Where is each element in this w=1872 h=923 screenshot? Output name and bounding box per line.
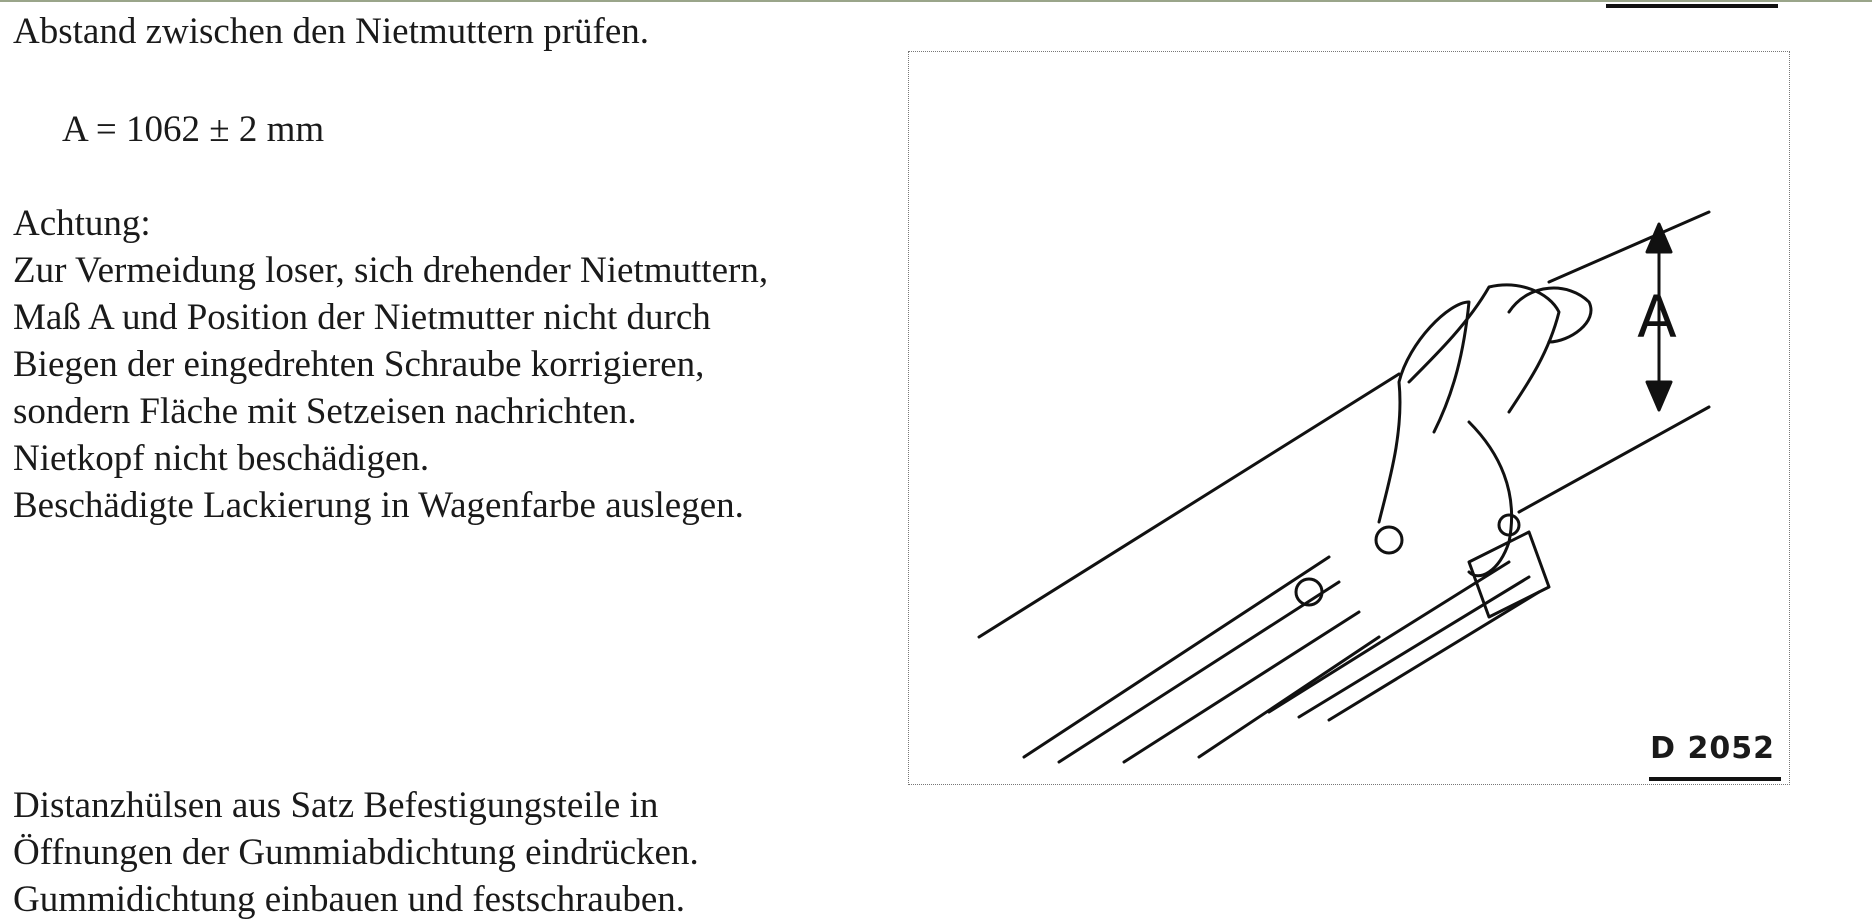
top-border-line	[0, 0, 1872, 2]
figure-code-underline	[1649, 777, 1781, 781]
caution-line: Zur Vermeidung loser, sich drehender Nietmuttern,	[13, 250, 769, 291]
figure-code: D 2052	[1650, 731, 1775, 766]
technical-illustration	[908, 51, 1790, 785]
screw-upper	[1376, 527, 1402, 553]
caution-line: sondern Fläche mit Setzeisen nachrichten.	[13, 391, 637, 432]
hinge-loop	[1409, 285, 1559, 412]
tool-lines	[1269, 562, 1539, 720]
dimension-label: A	[1637, 283, 1677, 351]
hinge-drawing	[909, 52, 1789, 784]
caution-heading: Achtung:	[13, 203, 151, 244]
upper-edge-line	[979, 374, 1399, 637]
caution-line: Maß A und Position der Nietmutter nicht durch	[13, 297, 711, 338]
caution-line: Beschädigte Lackierung in Wagenfarbe auslegen.	[13, 485, 744, 526]
caution-line: Nietkopf nicht beschädigen.	[13, 438, 430, 479]
next-step-line: Öffnungen der Gummiabdichtung eindrücken.	[13, 832, 699, 873]
hinge-hook	[1509, 288, 1591, 342]
caution-line: Biegen der eingedrehten Schraube korrigieren,	[13, 344, 705, 385]
measurement-spec: A = 1062 ± 2 mm	[62, 109, 325, 150]
dimension-extension-lower	[1519, 407, 1709, 512]
check-instruction: Abstand zwischen den Nietmuttern prüfen.	[13, 11, 650, 52]
next-step-line: Distanzhülsen aus Satz Befestigungsteile in	[13, 785, 659, 826]
next-step-line: Gummidichtung einbauen und festschrauben.	[13, 879, 685, 920]
rivet-nut	[1499, 515, 1519, 535]
previous-figure-underline	[1606, 4, 1778, 8]
dimension-extension-upper	[1549, 212, 1709, 282]
rail-lines	[1024, 557, 1379, 762]
